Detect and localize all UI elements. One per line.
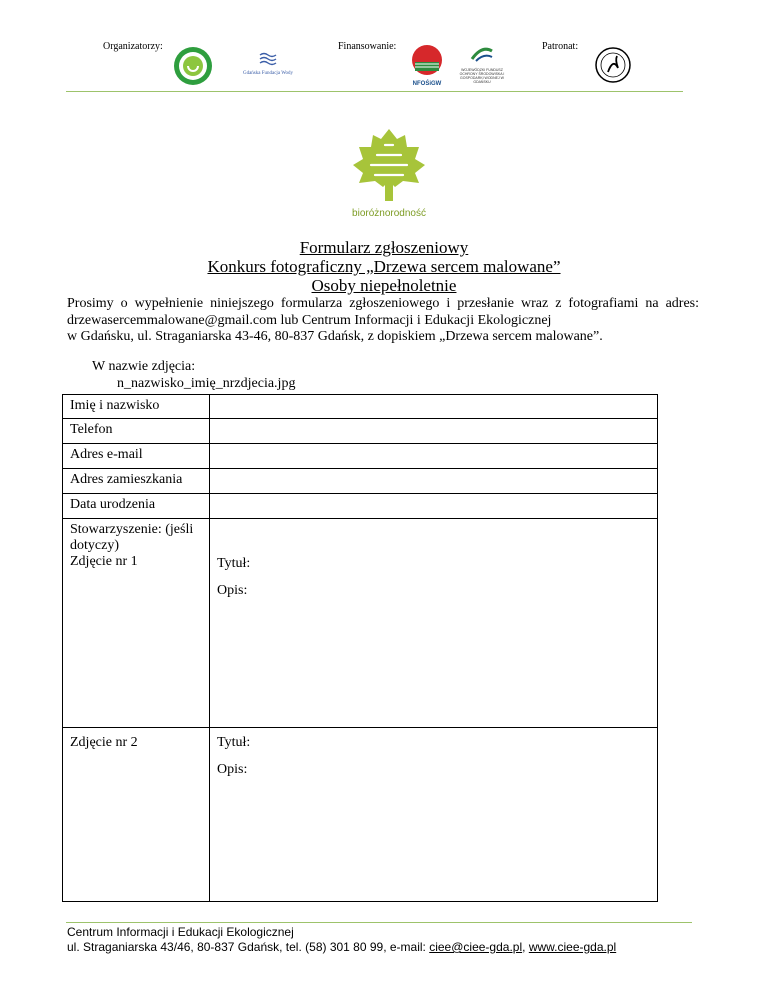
title-line-1: Formularz zgłoszeniowy xyxy=(299,238,469,257)
table-row xyxy=(63,519,658,728)
funding-logo-nfosigw: NFOŚiGW xyxy=(408,44,446,87)
association-label: Stowarzyszenie: (jeśli dotyczy) xyxy=(70,522,194,553)
field-label-address: Adres zamieszkania xyxy=(63,469,210,494)
table-row xyxy=(63,419,658,444)
form-title xyxy=(0,238,768,295)
footer xyxy=(67,925,616,955)
organizer-logo-water-foundation: Gdańska Fundacja Wody xyxy=(228,52,308,77)
patron-label: Patronat: xyxy=(542,41,579,52)
photo1-details[interactable] xyxy=(210,519,658,728)
table-row xyxy=(63,728,658,902)
photo2-details[interactable] xyxy=(210,728,658,902)
table-row xyxy=(63,444,658,469)
footer-email-link[interactable]: ciee@ciee-gda.pl xyxy=(429,940,523,954)
photo2-label: Zdjęcie nr 2 xyxy=(63,728,210,902)
wave-icon xyxy=(259,52,277,66)
photo2-desc-label: Opis: xyxy=(217,762,248,777)
organizers-label: Organizatorzy: xyxy=(103,41,163,52)
field-label-birthdate: Data urodzenia xyxy=(63,494,210,519)
footer-org-name: Centrum Informacji i Edukacji Ekologicznej xyxy=(67,925,294,939)
field-label-phone: Telefon xyxy=(63,419,210,444)
footer-website-link[interactable]: www.ciee-gda.pl xyxy=(528,940,617,954)
photo1-title-label: Tytuł: xyxy=(217,556,251,571)
biodiversity-tree-logo: bioróżnorodność xyxy=(340,125,438,219)
association-and-photo1-label xyxy=(63,519,210,728)
field-input-address[interactable] xyxy=(210,469,658,494)
photo1-label: Zdjęcie nr 1 xyxy=(70,554,138,569)
organizer-logo-ring xyxy=(170,45,216,92)
intro-text-main: Prosimy o wypełnienie niniejszego formularza zgłoszeniowego i przesłanie wraz z fotografiami na adres: drzewasercemmalowane@gmail.com lub Centrum Informacji i Edukacji Ekologicznej xyxy=(67,296,699,328)
field-input-email[interactable] xyxy=(210,444,658,469)
table-row xyxy=(63,469,658,494)
table-row xyxy=(63,395,658,419)
footer-divider xyxy=(66,922,692,923)
intro-paragraph xyxy=(67,296,699,346)
field-input-name[interactable] xyxy=(210,395,658,419)
funding-label: Finansowanie: xyxy=(338,41,397,52)
application-form-table xyxy=(62,394,658,902)
photo1-desc-label: Opis: xyxy=(217,583,248,598)
field-input-phone[interactable] xyxy=(210,419,658,444)
field-label-name: Imię i nazwisko xyxy=(63,395,210,419)
table-row xyxy=(63,494,658,519)
footer-contact: ul. Straganiarska 43/46, 80-837 Gdańsk, tel. (58) 301 80 99, e-mail: ciee@ciee-gda.pl, www.ciee-gda.pl xyxy=(67,940,617,954)
field-label-email: Adres e-mail xyxy=(63,444,210,469)
intro-text-last: w Gdańsku, ul. Straganiarska 43-46, 80-837 Gdańsk, z dopiskiem „Drzewa sercem malowane”. xyxy=(67,329,603,344)
title-line-3: Osoby niepełnoletnie xyxy=(311,276,457,295)
header-divider xyxy=(66,91,683,92)
funding-logo-wfos: WOJEWÓDZKI FUNDUSZ OCHRONY ŚRODOWISKA I GOSPODARKI WODNEJ W GDAŃSKU xyxy=(458,45,506,84)
patron-logo-seal xyxy=(594,46,632,89)
field-input-birthdate[interactable] xyxy=(210,494,658,519)
photo2-title-label: Tytuł: xyxy=(217,735,251,750)
file-naming-pattern: n_nazwisko_imię_nrzdjecia.jpg xyxy=(117,376,296,391)
file-naming-label: W nazwie zdjęcia: xyxy=(92,359,196,374)
title-line-2: Konkurs fotograficzny „Drzewa sercem malowane” xyxy=(207,257,561,276)
footer-address: ul. Straganiarska 43/46, 80-837 Gdańsk, tel. (58) 301 80 99, e-mail: xyxy=(67,940,426,954)
file-naming-info xyxy=(92,358,295,392)
